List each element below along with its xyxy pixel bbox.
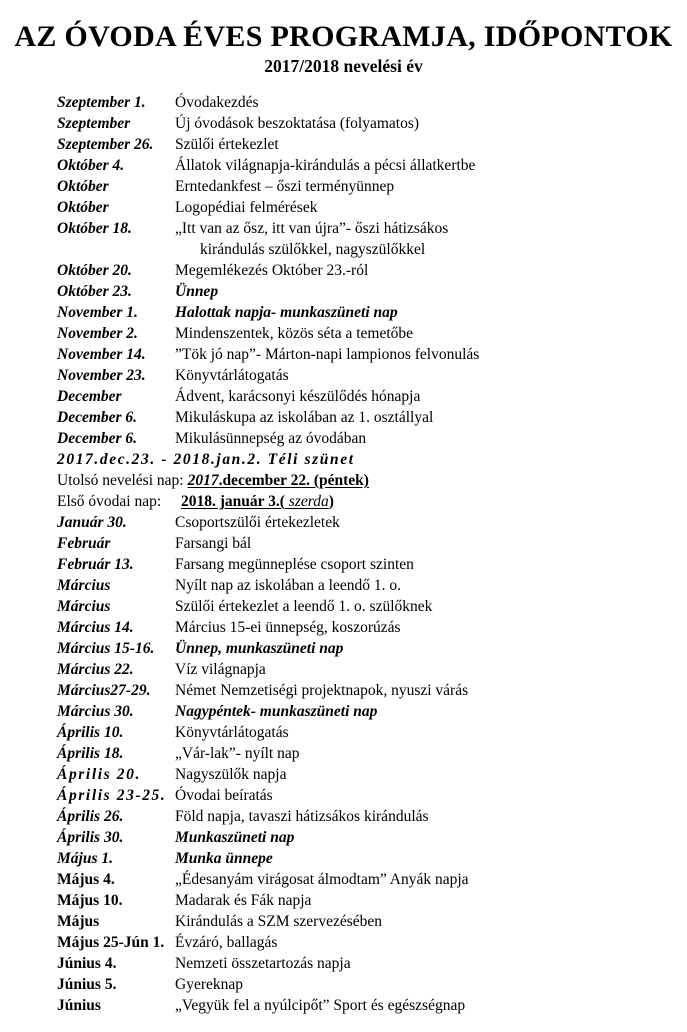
event-description: Ünnep <box>175 283 219 300</box>
page-subtitle: 2017/2018 nevelési év <box>264 56 423 76</box>
schedule-row <box>0 197 687 218</box>
schedule-row <box>0 323 687 344</box>
schedule-row <box>0 995 687 1016</box>
event-description: Óvodakezdés <box>175 94 259 111</box>
schedule-row <box>0 218 687 239</box>
event-description: Mindenszentek, közös séta a temetőbe <box>175 325 414 342</box>
event-description: Március 15-ei ünnepség, koszorúzás <box>175 619 401 636</box>
schedule-row <box>0 155 687 176</box>
event-date: Október <box>57 178 109 195</box>
schedule-row <box>0 512 687 533</box>
schedule-row <box>0 575 687 596</box>
schedule-row <box>0 176 687 197</box>
event-date: December <box>57 388 122 405</box>
event-description: „Édesanyám virágosat álmodtam” Anyák napja <box>175 871 469 888</box>
schedule-row <box>0 428 687 449</box>
schedule-row <box>0 533 687 554</box>
event-date: Május <box>57 913 100 930</box>
schedule-row <box>0 260 687 281</box>
event-date: Március <box>57 577 111 594</box>
event-description: Farsangi bál <box>175 535 252 552</box>
event-description: Mikuláskupa az iskolában az 1. osztállyal <box>175 409 434 426</box>
event-description: ”Tök jó nap”- Márton-napi lampionos felvonulás <box>175 346 480 363</box>
schedule-row <box>0 722 687 743</box>
event-date: Október <box>57 199 109 216</box>
winter-break-banner: 2017.dec.23. - 2018.jan.2. Téli szünet <box>57 451 355 468</box>
schedule-row <box>0 596 687 617</box>
event-date: Január 30. <box>57 514 127 531</box>
event-description: Szülői értekezlet a leendő 1. o. szülőknek <box>175 598 433 615</box>
schedule-row <box>0 974 687 995</box>
event-description: Könyvtárlátogatás <box>175 724 289 741</box>
event-date: Március 15-16. <box>57 640 155 657</box>
event-description: Ádvent, karácsonyi készülődés hónapja <box>175 388 421 405</box>
schedule-row <box>0 848 687 869</box>
event-description: Nagyszülők napja <box>175 766 287 783</box>
schedule-row <box>0 701 687 722</box>
schedule-row <box>0 827 687 848</box>
schedule-row <box>0 638 687 659</box>
schedule-row-continuation <box>0 239 687 260</box>
event-description: Óvodai beíratás <box>175 787 273 804</box>
event-date: Április 18. <box>57 745 124 762</box>
schedule-row <box>0 806 687 827</box>
event-description: „Vár-lak”- nyílt nap <box>175 745 300 762</box>
note-value-part: .december 22. (péntek) <box>218 472 369 489</box>
schedule-row <box>0 302 687 323</box>
schedule-row <box>0 911 687 932</box>
schedule-row <box>0 554 687 575</box>
event-description: Megemlékezés Október 23.-ról <box>175 262 369 279</box>
event-date: Október 23. <box>57 283 132 300</box>
schedule-row <box>0 386 687 407</box>
schedule-row <box>0 680 687 701</box>
event-date: Február <box>57 535 111 552</box>
event-date: Március 30. <box>57 703 134 720</box>
page-title: AZ ÓVODA ÉVES PROGRAMJA, IDŐPONTOK <box>14 20 673 53</box>
schedule-row <box>0 659 687 680</box>
schedule-row <box>0 617 687 638</box>
event-description: Föld napja, tavaszi hátizsákos kirándulás <box>175 808 429 825</box>
event-date: Október 18. <box>57 220 132 237</box>
schedule-row <box>0 890 687 911</box>
event-description: Munkaszüneti nap <box>175 829 295 846</box>
schedule-row <box>0 953 687 974</box>
event-date: December 6. <box>57 430 138 447</box>
event-description: Nagypéntek- munkaszüneti nap <box>175 703 378 720</box>
event-date: Május 4. <box>57 871 115 888</box>
schedule-list <box>0 92 687 1016</box>
event-description: Munka ünnepe <box>175 850 273 867</box>
event-date: December 6. <box>57 409 138 426</box>
event-description: Nemzeti összetartozás napja <box>175 955 351 972</box>
event-description: Logopédiai felmérések <box>175 199 318 216</box>
event-date: November 14. <box>57 346 146 363</box>
event-date: Április 23-25. <box>57 787 167 804</box>
event-date: Október 4. <box>57 157 125 174</box>
event-description: Madarak és Fák napja <box>175 892 312 909</box>
event-date: Április 10. <box>57 724 124 741</box>
event-description: „Itt van az ősz, itt van újra”- őszi hátizsákos <box>175 220 449 237</box>
event-date: Március27-29. <box>57 682 151 699</box>
event-description: Német Nemzetiségi projektnapok, nyuszi várás <box>175 682 469 699</box>
schedule-row <box>0 407 687 428</box>
event-date: Június 4. <box>57 955 117 972</box>
schedule-row <box>0 785 687 806</box>
event-description: Ünnep, munkaszüneti nap <box>175 640 344 657</box>
note-row <box>0 491 687 512</box>
event-date: Május 25-Jún 1. <box>57 934 165 951</box>
schedule-row <box>0 932 687 953</box>
event-date: Február 13. <box>57 556 134 573</box>
event-description: Erntedankfest – őszi terményünnep <box>175 178 395 195</box>
event-date: Április 20. <box>57 766 141 783</box>
event-date: Szeptember 26. <box>57 136 154 153</box>
schedule-row <box>0 92 687 113</box>
event-date: Április 26. <box>57 808 124 825</box>
schedule-row <box>0 764 687 785</box>
note-label: Első óvodai nap: <box>57 493 162 510</box>
note-value-part: 2017 <box>187 472 219 489</box>
event-description: Csoportszülői értekezletek <box>175 514 340 531</box>
note-value-part: ) <box>328 493 334 510</box>
event-date: Május 1. <box>57 850 113 867</box>
event-description: Gyereknap <box>175 976 243 993</box>
schedule-row <box>0 365 687 386</box>
event-date: Március 14. <box>57 619 134 636</box>
schedule-row <box>0 134 687 155</box>
schedule-row <box>0 281 687 302</box>
note-row <box>0 470 687 491</box>
event-description: Mikulásünnepség az óvodában <box>175 430 367 447</box>
event-date: Október 20. <box>57 262 132 279</box>
event-description: Nyílt nap az iskolában a leendő 1. o. <box>175 577 401 594</box>
event-date: November 2. <box>57 325 138 342</box>
event-description: Víz világnapja <box>175 661 266 678</box>
schedule-row <box>0 344 687 365</box>
event-description: Szülői értekezlet <box>175 136 279 153</box>
schedule-row <box>0 743 687 764</box>
event-date: Szeptember 1. <box>57 94 146 111</box>
note-value-part: szerda <box>284 493 329 510</box>
note-value <box>181 491 334 512</box>
event-date: Március 22. <box>57 661 134 678</box>
event-date: Május 10. <box>57 892 123 909</box>
event-date: November 1. <box>57 304 138 321</box>
event-description: Farsang megünneplése csoport szinten <box>175 556 414 573</box>
event-description: Állatok világnapja-kirándulás a pécsi állatkertbe <box>175 157 476 174</box>
event-date: Június <box>57 997 101 1014</box>
event-description: Új óvodások beszoktatása (folyamatos) <box>175 115 420 132</box>
event-description: Könyvtárlátogatás <box>175 367 289 384</box>
event-description-line2: kirándulás szülőkkel, nagyszülőkkel <box>200 241 426 258</box>
event-description: Évzáró, ballagás <box>175 934 278 951</box>
schedule-row <box>0 869 687 890</box>
event-date: November 23. <box>57 367 146 384</box>
event-description: Halottak napja- munkaszüneti nap <box>175 304 398 321</box>
note-label: Utolsó nevelési nap: <box>57 472 184 489</box>
note-value-part: 2018. január 3.( <box>181 493 285 510</box>
event-date: Június 5. <box>57 976 117 993</box>
event-description: Kirándulás a SZM szervezésében <box>175 913 383 930</box>
event-date: Szeptember <box>57 115 131 132</box>
event-date: Március <box>57 598 111 615</box>
note-value <box>188 470 369 491</box>
event-description: „Vegyük fel a nyúlcipőt” Sport és egészségnap <box>175 997 466 1014</box>
event-date: Április 30. <box>57 829 124 846</box>
schedule-row <box>0 113 687 134</box>
